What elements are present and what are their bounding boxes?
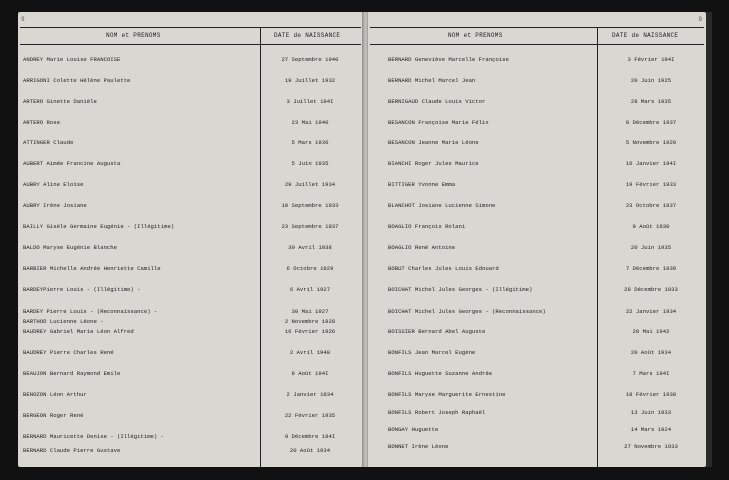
entry-birth-date: 20 Mai 1942 — [632, 328, 670, 335]
column-divider — [260, 27, 261, 467]
left-register-page — [18, 12, 363, 467]
entry-birth-date: 20 Août 1934 — [289, 447, 331, 454]
entry-birth-date: 20 Août 1934 — [630, 349, 672, 356]
entry-birth-date: 9 Août 1930 — [632, 223, 670, 230]
right-register-page — [368, 12, 706, 467]
header-bottom-rule — [370, 44, 704, 45]
entry-name: BLANCHOT Josiane Lucienne Simone — [388, 202, 496, 209]
entry-birth-date: 18 Février 1938 — [625, 391, 677, 398]
entry-name: BERNARD Mauricette Denise - (Illégitime) - — [23, 433, 164, 440]
entry-birth-date: 9 Décembre 194I — [284, 433, 336, 440]
entry-birth-date: 16 Février 1926 — [284, 328, 336, 335]
entry-birth-date: 7 Décembre 1939 — [625, 265, 677, 272]
entry-name: BOICHAT Michel Jules Georges - (Reconnaissance) — [388, 308, 546, 315]
entry-birth-date: 2 Novembre 1928 — [284, 318, 336, 325]
page-number: 9 — [21, 16, 25, 23]
entry-birth-date: 22 Février 1935 — [284, 412, 336, 419]
entry-name: BONFILS Robert Joseph Raphaël — [388, 409, 486, 416]
entry-birth-date: 8 Décembre 1937 — [625, 119, 677, 126]
entry-birth-date: 19 Juillet 1932 — [284, 77, 336, 84]
entry-name: BERNARD Geneviève Marcelle Françoise — [388, 56, 509, 63]
date-column-header: DATE de NAISSANCE — [612, 32, 679, 39]
entry-birth-date: 13 Juin 1933 — [630, 409, 672, 416]
entry-name: BONNET Irène Léone — [388, 443, 449, 450]
entry-name: BERNIGAUD Claude Louis Victor — [388, 98, 486, 105]
entry-birth-date: 5 Mars 1936 — [291, 139, 329, 146]
entry-birth-date: 30 Avril 1938 — [288, 244, 332, 251]
entry-name: BOICHAT Michel Jules Georges - (Illégitime) — [388, 286, 533, 293]
entry-birth-date: 22 Janvier 1934 — [625, 308, 677, 315]
entry-birth-date: 28 Décembre 1933 — [624, 286, 678, 293]
entry-name: BAUDREY Pierre Charles René — [23, 349, 114, 356]
entry-name: BOAGLIO René Antoine — [388, 244, 456, 251]
entry-birth-date: 2 Janvier 1934 — [286, 391, 334, 398]
entry-birth-date: 23 Octobre 1937 — [625, 202, 677, 209]
entry-birth-date: 27 Septembre 1940 — [281, 56, 339, 63]
entry-birth-date: 3 Juillet 194I — [286, 98, 334, 105]
date-column-header: DATE de NAISSANCE — [274, 32, 341, 39]
page-number: 9 — [698, 16, 702, 23]
entry-name: BERGEON Roger René — [23, 412, 84, 419]
entry-birth-date: 8 Août 194I — [291, 370, 329, 377]
name-column-header: NOM et PRENOMS — [448, 32, 503, 39]
entry-name: BALDO Maryse Eugénie Blanche — [23, 244, 117, 251]
entry-birth-date: 28 Mars 1935 — [630, 98, 672, 105]
entry-name: BAUDREY Gabriel Marie Léon Alfred — [23, 328, 134, 335]
entry-name: BEAUJON Bernard Raymond Emile — [23, 370, 121, 377]
entry-name: AUBRY Aline Eloïse — [23, 181, 84, 188]
entry-name: ARTERO Ginette Danièle — [23, 98, 97, 105]
entry-name: ARTERO Rose — [23, 119, 60, 126]
entry-name: BAILLY Gisèle Germaine Eugénie - (Illégitime) — [23, 223, 175, 230]
entry-name: AUBERT Aimée Francine Augusta — [23, 160, 121, 167]
entry-name: ARRIGONI Colette Hélène Paulette — [23, 77, 131, 84]
entry-name: BARBIER Michelle Andrée Henriette Camille — [23, 265, 161, 272]
entry-name: ATTINGER Claude — [23, 139, 74, 146]
entry-name: BENOZON Léon Arthur — [23, 391, 87, 398]
entry-birth-date: 29 Juillet 1934 — [284, 181, 336, 188]
entry-name: BOAGLIO François Rolani — [388, 223, 466, 230]
header-top-rule — [20, 27, 361, 28]
entry-birth-date: 10 Septembre 1933 — [281, 202, 339, 209]
header-bottom-rule — [20, 44, 361, 45]
entry-birth-date: 7 Mars 194I — [632, 370, 670, 377]
entry-name: BARDEYPierre Louis - (Illégitime) - — [23, 286, 141, 293]
header-top-rule — [370, 27, 704, 28]
entry-birth-date: 6 Octobre 1929 — [286, 265, 334, 272]
entry-name: AUBRY Irène Josiane — [23, 202, 87, 209]
entry-name: BONFILS Huguette Suzanne Andrée — [388, 370, 493, 377]
entry-name: BOBUT Charles Jules Louis Edouard — [388, 265, 499, 272]
entry-birth-date: 6 Avril 1927 — [289, 286, 331, 293]
entry-name: BONFILS Maryse Marguerite Ernestine — [388, 391, 506, 398]
entry-birth-date: 20 Juin 1935 — [630, 244, 672, 251]
entry-name: BESANCON Françoise Marie Félix — [388, 119, 489, 126]
entry-name: BARDEY Pierre Louis - (Reconnaissance) - — [23, 308, 158, 315]
column-divider — [597, 27, 598, 467]
entry-name: BIANCHI Roger Jules Maurice — [388, 160, 479, 167]
entry-name: BESANCON Jeanne Marie Léone — [388, 139, 479, 146]
entry-name: BONFILS Jean Marcel Eugène — [388, 349, 476, 356]
entry-birth-date: 19 Février 1933 — [625, 181, 677, 188]
entry-name: BERNARD Claude Pierre Gustave — [23, 447, 121, 454]
entry-name: BITTIGER Yvonne Emma — [388, 181, 456, 188]
book-edge — [706, 12, 712, 467]
entry-birth-date: 14 Mars 1924 — [630, 426, 672, 433]
entry-birth-date: 2 Avril 1948 — [289, 349, 331, 356]
entry-birth-date: 3 Février 194I — [627, 56, 675, 63]
entry-birth-date: 5 Novembre 1929 — [625, 139, 677, 146]
entry-birth-date: 30 Mai 1927 — [291, 308, 329, 315]
entry-birth-date: 23 Septembre 1937 — [281, 223, 339, 230]
entry-name: ANDREY Marie Louise FRANCOISE — [23, 56, 121, 63]
entry-birth-date: 16 Janvier 194I — [625, 160, 677, 167]
entry-name: BONGAY Huguette — [388, 426, 439, 433]
name-column-header: NOM et PRENOMS — [106, 32, 161, 39]
entry-birth-date: 5 Juin 1935 — [291, 160, 329, 167]
entry-name: BARTHOD Lucienne Léone - — [23, 318, 104, 325]
entry-name: BERNARD Michel Marcel Jean — [388, 77, 476, 84]
entry-birth-date: 20 Juin 1925 — [630, 77, 672, 84]
entry-birth-date: 27 Novembre 1933 — [624, 443, 678, 450]
entry-name: BOISSIER Bernard Abel Auguste — [388, 328, 486, 335]
entry-birth-date: 23 Mai 1940 — [291, 119, 329, 126]
